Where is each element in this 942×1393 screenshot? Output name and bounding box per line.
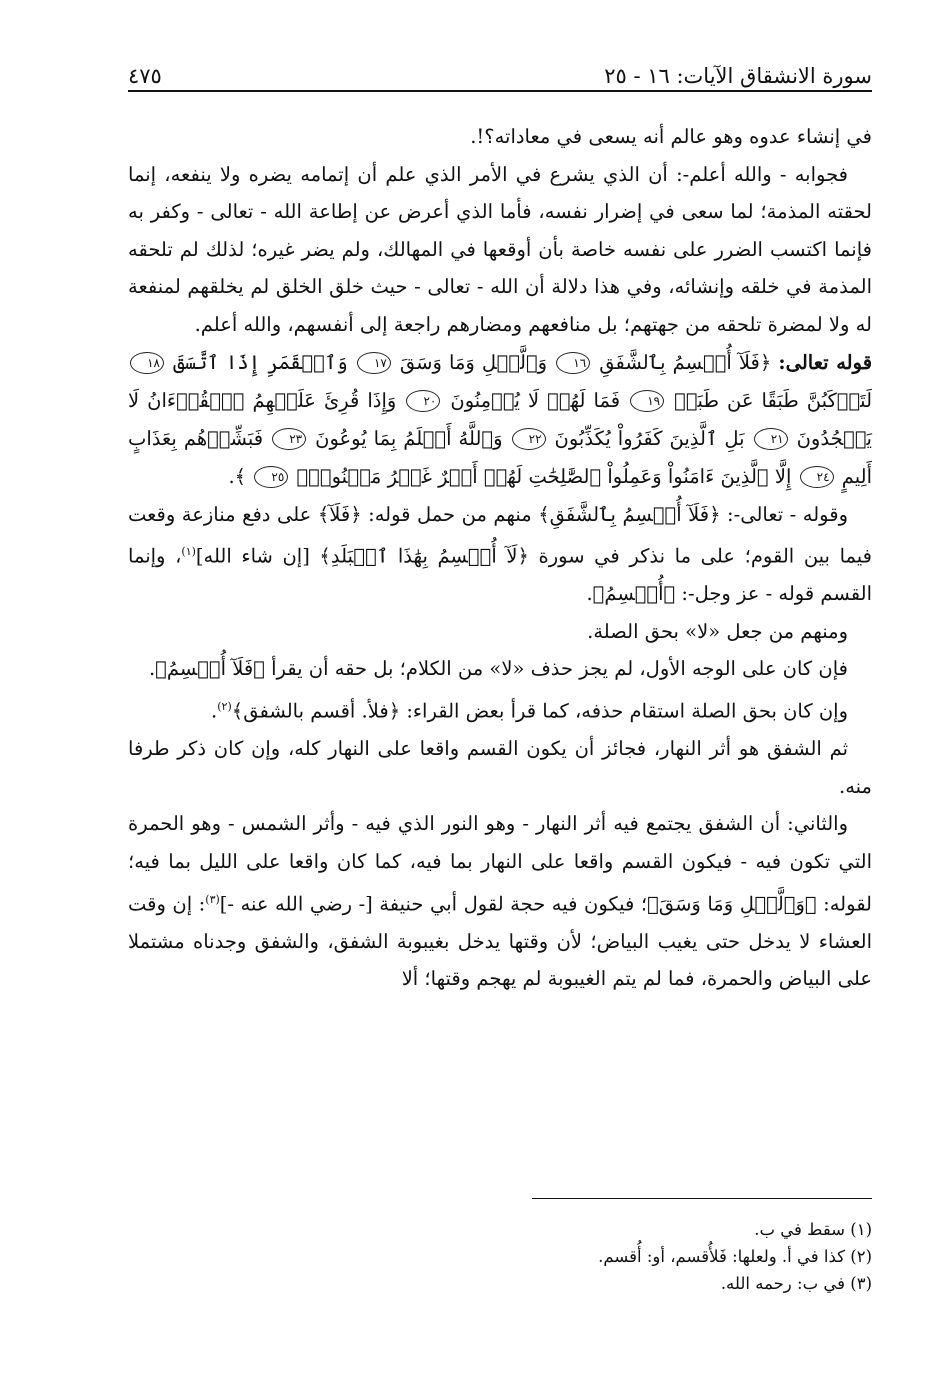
paragraph-7: ثم الشفق هو أثر النهار، فجائز أن يكون القسم واقعا على النهار كله، وإن كان ذكر طرفا منه. <box>128 737 872 798</box>
verse-23: وَٱللَّهُ أَعۡلَمُ بِمَا يُوعُونَ <box>315 426 503 450</box>
verse-24: فَبَشِّرۡهُم بِعَذَابٍ أَلِيمٍ <box>128 426 872 488</box>
page-number: ٤٧٥ <box>128 64 162 88</box>
footnote-ref-3[interactable]: (٣) <box>205 892 220 906</box>
verse-20: فَمَا لَهُمۡ لَا يُؤۡمِنُونَ <box>450 388 621 412</box>
verse-21: وَإِذَا قُرِئَ عَلَيۡهِمُ ٱلۡقُرۡءَانُ لَا يَسۡجُدُونَ <box>128 388 872 450</box>
footnotes <box>128 1216 872 1297</box>
verse-18: وَٱلۡقَمَرِ إِذَا ٱتَّسَقَ <box>173 350 348 374</box>
running-header <box>128 52 872 88</box>
footnote-rule <box>532 1198 872 1199</box>
footnote-ref-1[interactable]: (١) <box>181 545 196 559</box>
paragraph-6 <box>128 688 872 730</box>
main-text <box>128 118 872 998</box>
verse-number-17: ١٧ <box>357 352 391 374</box>
header-title: سورة الانشقاق الآيات: ١٦ - ٢٥ <box>604 64 872 88</box>
verse-number-24: ٢٤ <box>800 466 834 488</box>
footnote-1: (١) سقط في ب. <box>754 1220 872 1239</box>
paragraph-3-text-a: وقوله - تعالى-: ﴿فَلَآ أُقۡسِمُ بِٱلشَّفَقِ﴾ منهم من حمل قوله: ﴿فَلَآ﴾ على دفع منازعة وقعت فيما بين القوم؛ على ما نذكر في سورة ﴿لَآ أُقۡسِمُ بِهَٰذَا ٱلۡبَلَدِ﴾ [إن شاء الله] <box>128 502 873 568</box>
paragraph-8 <box>128 805 872 997</box>
verse-number-22: ٢٢ <box>512 428 546 450</box>
verse-number-21: ٢١ <box>754 428 788 450</box>
verse-number-25: ٢٥ <box>254 466 288 488</box>
paragraph-2: فجوابه - والله أعلم-: أن الذي يشرع في الأمر الذي علم أن إتمامه يضره ولا ينفعه، إنما لحقته المذمة؛ لما سعى في إضرار نفسه، فأما الذي أعرض عن إطاعة الله - تعالى - وكفر به فإنما اكتسب الضرر على نفسه خاصة بأن أوقعها في المهالك، ولم يضر غيره؛ لذلك لم تلحقه المذمة في خلقه وإنشائه، وفي هذا دلالة أن الله - تعالى - حيث خلق الخلق لم يخلقهم لمنفعة له ولا لمضرة تلحقه من جهتهم؛ بل منافعهم ومضارهم راجعة إلى أنفسهم، والله أعلم. <box>128 162 872 336</box>
verse-25: إِلَّا ٱلَّذِينَ ءَامَنُواْ وَعَمِلُواْ ٱلصَّٰلِحَٰتِ لَهُمۡ أَجۡرٌ غَيۡرُ مَمۡنُونِۭ <box>296 464 792 488</box>
verse-number-16: ١٦ <box>556 352 590 374</box>
paragraph-8-text-a: والثاني: أن الشفق يجتمع فيه أثر النهار - وهو النور الذي فيه - وأثر الشمس - وهو الحمرة التي تكون فيه - فيكون القسم واقعا على النهار بما فيه، كما كان واقعا على الليل بما فيه؛ لقوله: ﴿وَٱلَّيۡلِ وَمَا وَسَقَ﴾؛ فيكون فيه حجة لقول أبي حنيفة [- رضي الله عنه -] <box>128 812 872 915</box>
verse-17: وَٱلَّيۡلِ وَمَا وَسَقَ <box>399 350 548 374</box>
paragraph-1: في إنشاء عدوه وهو عالم أنه يسعى في معاداته؟!. <box>470 125 872 148</box>
paragraph-8-text-b: : إن وقت العشاء لا يدخل حتى يغيب البياض؛ لأن وقتها يدخل بغيبوبة الشفق، والشفق وجدناه مشتملا على البياض والحمرة، فما لم يتم الغيبوبة لم يهجم وقتها؛ ألا <box>128 892 872 991</box>
footnote-3: (٣) في ب: رحمه الله. <box>720 1274 872 1293</box>
verse-label: قوله تعالى: <box>778 350 873 374</box>
verse-end-bracket: ﴾. <box>228 464 247 488</box>
paragraph-3-text-b: ، وإنما القسم قوله - عز وجل-: ﴿أُقۡسِمُ﴾. <box>128 544 872 606</box>
verse-16: ﴿فَلَآ أُقۡسِمُ بِٱلشَّفَقِ <box>599 350 772 374</box>
verse-number-19: ١٩ <box>630 390 664 412</box>
verse-number-20: ٢٠ <box>406 390 440 412</box>
quran-verses-block <box>128 344 872 496</box>
paragraph-4: ومنهم من جعل «لا» بحق الصلة. <box>587 619 848 643</box>
verse-number-23: ٢٣ <box>272 428 306 450</box>
paragraph-5: فإن كان على الوجه الأول، لم يجز حذف «لا» من الكلام؛ بل حقه أن يقرأ ﴿فَلَآ أُقۡسِمُ﴾. <box>148 657 848 681</box>
footnote-ref-2[interactable]: (٢) <box>217 700 232 714</box>
header-rule <box>128 90 872 92</box>
verse-number-18: ١٨ <box>130 352 164 374</box>
paragraph-6-text-b: . <box>211 699 218 723</box>
footnote-2: (٢) كذا في أ. ولعلها: فَلأُقسم، أو: أُقسم. <box>598 1247 872 1266</box>
verse-22: بَلِ ٱلَّذِينَ كَفَرُواْ يُكَذِّبُونَ <box>554 426 745 450</box>
paragraph-3 <box>128 496 872 613</box>
paragraph-6-text-a: وإن كان بحق الصلة استقام حذفه، كما قرأ بعض القراء: ﴿فلأ. أقسم بالشفق﴾ <box>231 699 848 723</box>
verse-19: لَتَرۡكَبُنَّ طَبَقًا عَن طَبَقٖ <box>674 388 873 412</box>
